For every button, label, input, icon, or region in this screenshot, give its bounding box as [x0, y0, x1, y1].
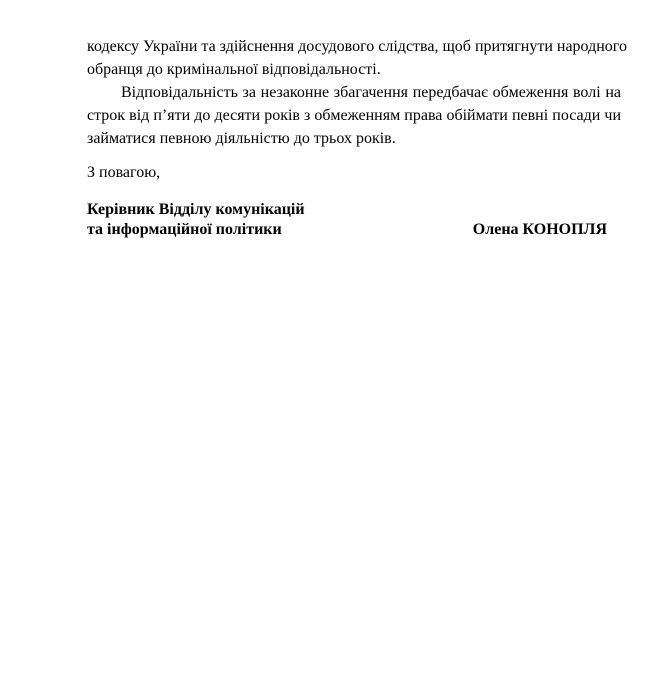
- paragraph-line: Відповідальність за незаконне збагачення передбачає обмеження волі на: [121, 84, 621, 101]
- paragraph-line: строк від п’яти до десяти років з обмеженням права обіймати певні посади чи: [87, 107, 621, 124]
- signatory-title-line: та інформаційної політики: [87, 221, 282, 238]
- signature-block: [87, 200, 607, 240]
- closing-greeting: З повагою,: [87, 164, 161, 181]
- paragraph-line: обранця до кримінальної відповідальності.: [87, 61, 381, 78]
- paragraph-continuation: [87, 35, 627, 81]
- paragraph-liability: [87, 81, 621, 150]
- paragraph-line: займатися певною діяльністю до трьох років.: [87, 130, 396, 147]
- signatory-title-line: Керівник Відділу комунікацій: [87, 201, 305, 218]
- signatory-name: Олена КОНОПЛЯ: [472, 221, 607, 238]
- paragraph-line: кодексу України та здійснення досудового слідства, щоб притягнути народного: [87, 38, 627, 55]
